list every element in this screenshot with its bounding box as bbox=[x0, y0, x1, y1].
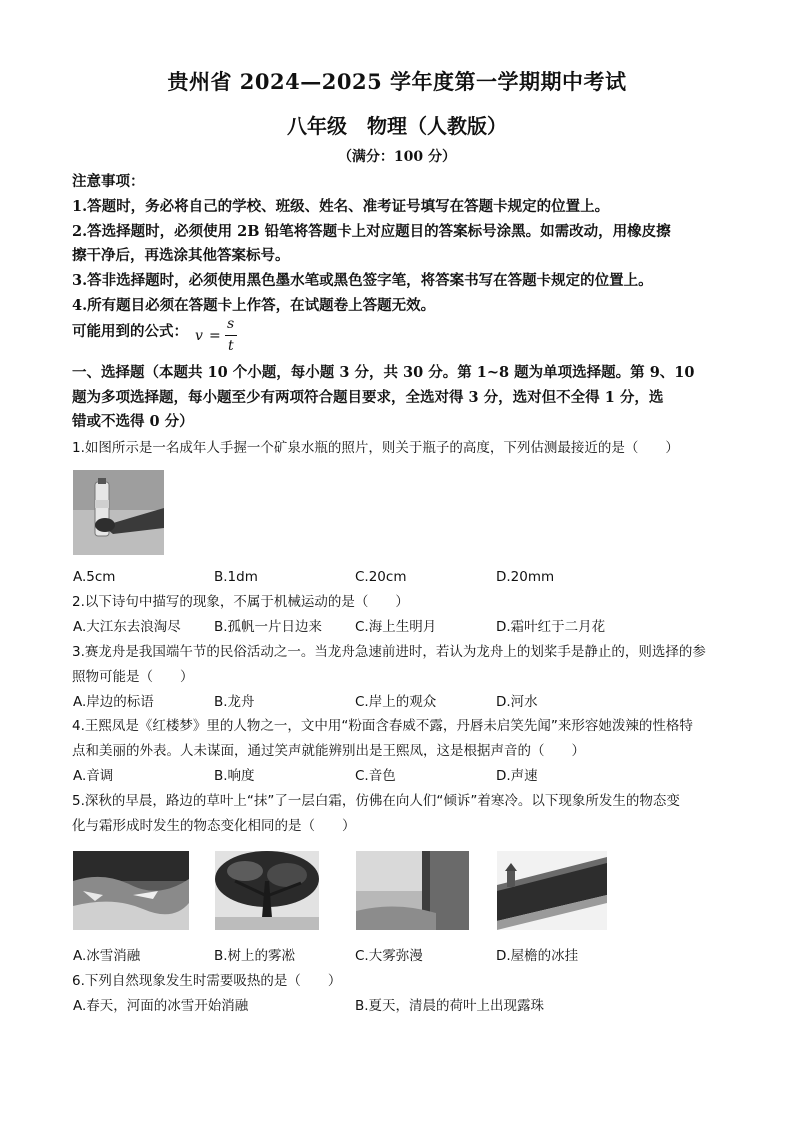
question-stem: 6.下列自然现象发生时需要吸热的是（ ） bbox=[72, 973, 342, 989]
question-stem: 照物可能是（ ） bbox=[72, 669, 194, 685]
question-stem: 化与霜形成时发生的物态变化相同的是（ ） bbox=[72, 818, 356, 834]
option-a: A.岸边的标语 bbox=[73, 694, 154, 710]
option-c: C.海上生明月 bbox=[355, 619, 437, 635]
formula-denominator: t bbox=[228, 338, 234, 354]
notice-item: 3.答非选择题时，必须使用黑色墨水笔或黑色签字笔，将答案书写在答题卡规定的位置上。 bbox=[72, 272, 653, 289]
question-stem: 2.以下诗句中描写的现象，不属于机械运动的是（ ） bbox=[72, 594, 409, 610]
formula-label: 可能用到的公式： bbox=[72, 323, 188, 340]
option-c: C.音色 bbox=[355, 768, 396, 784]
bottle-photo bbox=[73, 470, 164, 555]
rime-tree-photo bbox=[215, 851, 319, 930]
notice-item: 擦干净后，再选涂其他答案标号。 bbox=[72, 247, 290, 264]
option-a: A.春天，河面的冰雪开始消融 bbox=[73, 998, 249, 1014]
question-stem: 3.赛龙舟是我国端午节的民俗活动之一。当龙舟急速前进时，若认为龙舟上的划桨手是静止的，则选择的参 bbox=[72, 644, 706, 660]
option-d: D.屋檐的冰挂 bbox=[496, 948, 579, 964]
option-d: D.声速 bbox=[496, 768, 538, 784]
option-a: A.大江东去浪淘尽 bbox=[73, 619, 181, 635]
fraction-bar bbox=[225, 335, 237, 336]
question-stem: 1.如图所示是一名成年人手握一个矿泉水瓶的照片，则关于瓶子的高度，下列估测最接近的是（ ） bbox=[72, 440, 679, 456]
option-c: C.岸上的观众 bbox=[355, 694, 437, 710]
option-d: D.河水 bbox=[496, 694, 538, 710]
ice-melting-photo bbox=[73, 851, 189, 930]
option-b: B.龙舟 bbox=[214, 694, 255, 710]
question-stem: 点和美丽的外表。人未谋面，通过笑声就能辨别出是王熙凤，这是根据声音的（ ） bbox=[72, 743, 585, 759]
formula-lhs: v bbox=[195, 328, 203, 344]
option-d: D.20mm bbox=[496, 569, 555, 585]
question-stem: 4.王熙凤是《红楼梦》里的人物之一，文中用“粉面含春威不露，丹唇未启笑先闻”来形容她泼辣的性格特 bbox=[72, 718, 693, 734]
notice-item: 2.答选择题时，必须使用 2B 铅笔将答题卡上对应题目的答案标号涂黑。如需改动，用橡皮擦 bbox=[72, 223, 671, 240]
option-c: C.大雾弥漫 bbox=[355, 948, 423, 964]
option-a: A.冰雪消融 bbox=[73, 948, 141, 964]
formula-numerator: s bbox=[227, 316, 235, 332]
formula-eq: = bbox=[209, 328, 221, 344]
question-stem: 5.深秋的早晨，路边的草叶上“抹”了一层白霜，仿佛在向人们“倾诉”着寒冷。以下现象所发生的物态变 bbox=[72, 793, 680, 809]
exam-score: （满分：100 分） bbox=[337, 149, 457, 165]
option-c: C.20cm bbox=[355, 569, 407, 585]
option-b: B.夏天，清晨的荷叶上出现露珠 bbox=[355, 998, 545, 1014]
exam-title: 贵州省 2024—2025 学年度第一学期期中考试 bbox=[167, 69, 627, 94]
icicle-eaves-photo bbox=[497, 851, 607, 930]
notice-heading: 注意事项： bbox=[72, 173, 145, 190]
option-a: A.音调 bbox=[73, 768, 114, 784]
notice-item: 1.答题时，务必将自己的学校、班级、姓名、准考证号填写在答题卡规定的位置上。 bbox=[72, 198, 610, 215]
exam-subtitle: 八年级 物理（人教版） bbox=[287, 114, 507, 138]
option-d: D.霜叶红于二月花 bbox=[496, 619, 606, 635]
section-heading: 题为多项选择题，每小题至少有两项符合题目要求，全选对得 3 分，选对但不全得 1 分，选 bbox=[72, 389, 664, 406]
option-b: B.孤帆一片日边来 bbox=[214, 619, 323, 635]
option-b: B.树上的雾凇 bbox=[214, 948, 296, 964]
fog-photo bbox=[356, 851, 469, 930]
option-b: B.响度 bbox=[214, 768, 255, 784]
option-a: A.5cm bbox=[73, 569, 116, 585]
option-b: B.1dm bbox=[214, 569, 258, 585]
notice-item: 4.所有题目必须在答题卡上作答，在试题卷上答题无效。 bbox=[72, 297, 436, 314]
section-heading: 错或不选得 0 分） bbox=[72, 413, 194, 430]
section-heading: 一、选择题（本题共 10 个小题，每小题 3 分，共 30 分。第 1~8 题为单项选择题。第 9、10 bbox=[72, 364, 695, 381]
